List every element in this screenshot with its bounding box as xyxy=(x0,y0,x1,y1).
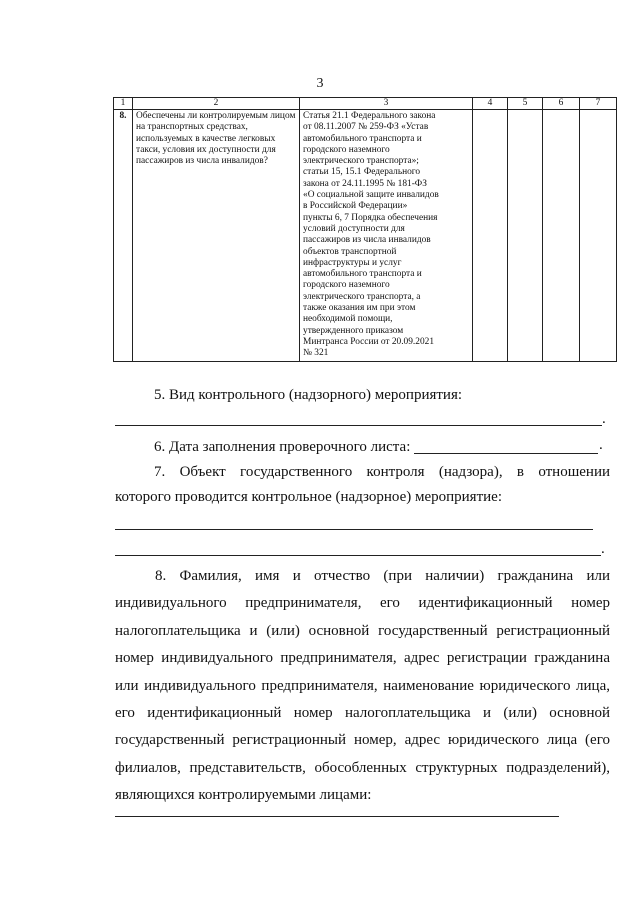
header-col-2: 2 xyxy=(133,98,300,110)
answer-cell-yes[interactable] xyxy=(473,110,508,362)
legal-basis-line: городского наземного xyxy=(303,280,390,291)
item-7-label-line2: которого проводится контрольное (надзорное) мероприятие: xyxy=(115,489,502,505)
row-legal-basis xyxy=(300,110,473,362)
item-7-fill-line-1[interactable] xyxy=(115,529,593,530)
checklist-table xyxy=(113,97,617,362)
item-5-period: . xyxy=(602,411,606,427)
header-col-3: 3 xyxy=(300,98,473,110)
legal-basis-line: от 08.11.2007 № 259-ФЗ «Устав xyxy=(303,122,429,133)
header-col-5: 5 xyxy=(508,98,543,110)
legal-basis-line: «О социальной защите инвалидов xyxy=(303,190,439,201)
answer-cell-no[interactable] xyxy=(508,110,543,362)
header-col-1: 1 xyxy=(114,98,133,110)
legal-basis-line: условий доступности для xyxy=(303,223,405,234)
item-6-fill-line[interactable] xyxy=(414,453,598,454)
answer-cell-na[interactable] xyxy=(543,110,580,362)
legal-basis-line: городского наземного xyxy=(303,144,390,155)
legal-basis-line: Минтранса России от 20.09.2021 xyxy=(303,336,435,347)
item-8-fill-line[interactable] xyxy=(115,816,559,817)
item-6-period: . xyxy=(599,437,603,453)
legal-basis-line: объектов транспортной xyxy=(303,246,397,257)
legal-basis-line: необходимой помощи, xyxy=(303,314,393,325)
item-6-label: 6. Дата заполнения проверочного листа: xyxy=(154,439,411,455)
legal-basis-line: № 321 xyxy=(303,348,329,359)
legal-basis-line: автомобильного транспорта и xyxy=(303,133,422,144)
legal-basis-line: автомобильного транспорта и xyxy=(303,269,422,280)
legal-basis-line: Статья 21.1 Федерального закона xyxy=(303,111,436,121)
legal-basis-line: в Российской Федерации» xyxy=(303,201,408,212)
row-question: Обеспечены ли контролируемым лицом на транспортных средствах, используемых в качестве легковых такси, условия их доступности для пассажиров из числа инвалидов? xyxy=(133,110,300,362)
legal-basis-line: закона от 24.11.1995 № 181-ФЗ xyxy=(303,178,427,189)
legal-basis-line: электрического транспорта, а xyxy=(303,291,421,302)
item-7-label-line1: 7. Объект государственного контроля (надзора), в отношении xyxy=(154,464,610,480)
note-cell[interactable] xyxy=(580,110,617,362)
table-header-row xyxy=(114,98,617,110)
item-7-period: . xyxy=(601,541,605,557)
legal-basis-line: пассажиров из числа инвалидов xyxy=(303,235,431,246)
legal-basis-line: инфраструктуры и услуг xyxy=(303,257,402,268)
table-row xyxy=(114,110,617,362)
legal-basis-line: электрического транспорта»; xyxy=(303,156,419,167)
legal-basis-line: пункты 6, 7 Порядка обеспечения xyxy=(303,212,438,223)
item-8-label: 8. Фамилия, имя и отчество (при наличии) гражданина или индивидуального предпринимателя, его идентификационный номер налогоплательщика и (или) основной государственный регистрационный номер индивидуального предпринимателя, адрес регистрации гражданина или индивидуального предпринимателя, наименование юридического лица, его идентификационный номер налогоплательщика и (или) основной государственный регистрационный номер, адрес юридического лица (его филиалов, представительств, обособленных структурных подразделений), являющихся контролируемыми лицами: xyxy=(115,568,610,804)
item-5-fill-line[interactable] xyxy=(115,425,602,426)
item-5-label: 5. Вид контрольного (надзорного) мероприятия: xyxy=(154,387,463,403)
legal-basis-line: также оказания им при этом xyxy=(303,303,416,314)
item-7-fill-line-2[interactable] xyxy=(115,555,601,556)
legal-basis-line: статьи 15, 15.1 Федерального xyxy=(303,167,421,178)
header-col-4: 4 xyxy=(473,98,508,110)
header-col-7: 7 xyxy=(580,98,617,110)
legal-basis-line: утвержденного приказом xyxy=(303,325,404,336)
page-number: 3 xyxy=(316,76,324,91)
header-col-6: 6 xyxy=(543,98,580,110)
row-number: 8. xyxy=(114,110,133,362)
